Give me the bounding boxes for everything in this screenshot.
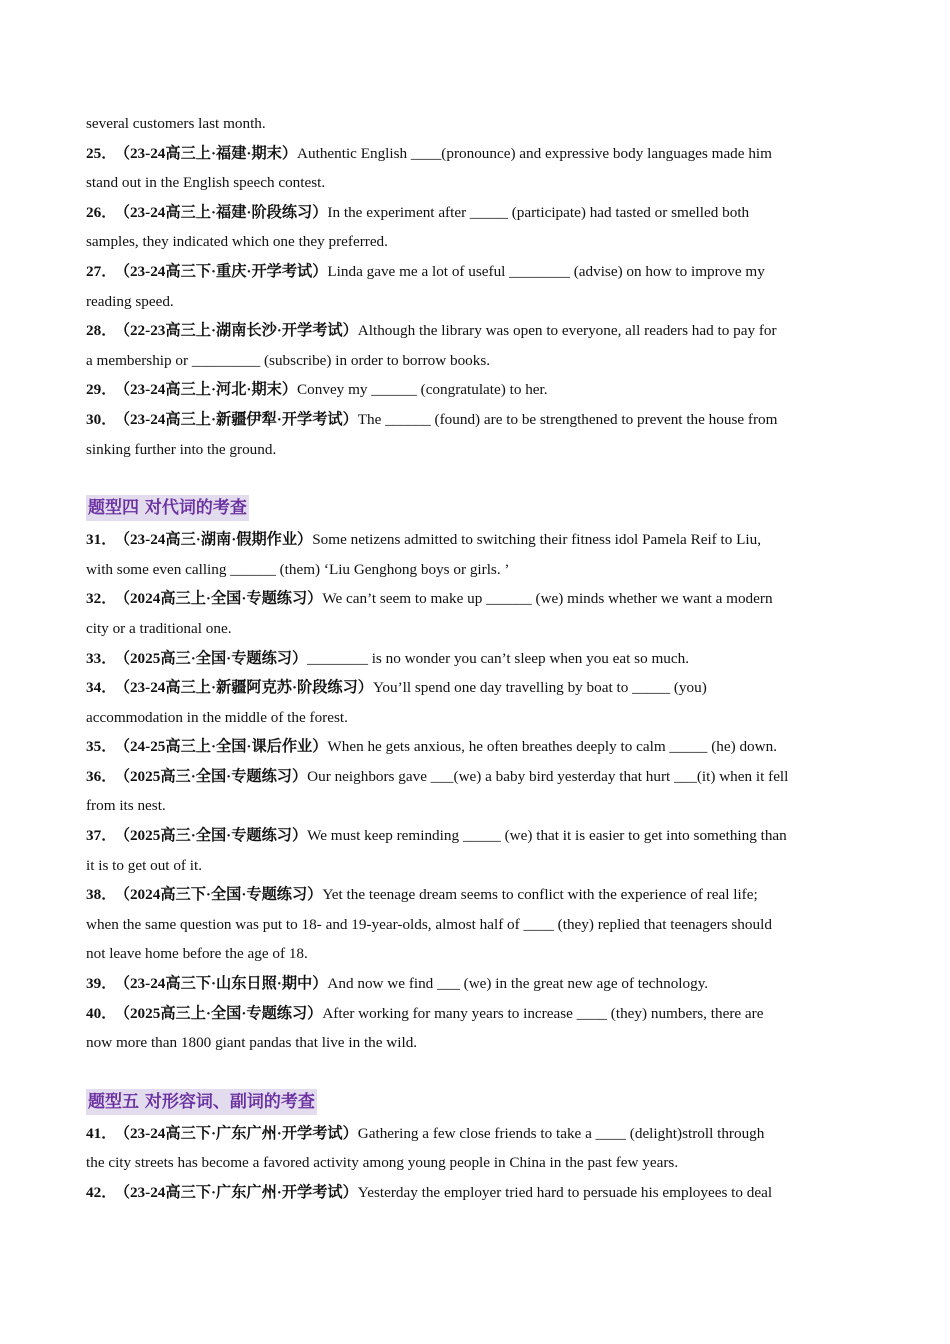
question-38	[86, 880, 866, 969]
question-source: （23-24高三·湖南·假期作业）	[122, 531, 313, 549]
question-number: 27．	[86, 262, 117, 280]
question-text: reading speed.	[86, 292, 174, 310]
question-source: （2025高三·全国·专题练习）	[122, 827, 308, 845]
continuation-line: several customers last month.	[86, 115, 266, 132]
question-39	[86, 969, 866, 999]
question-number: 32．	[86, 590, 117, 608]
question-text: the city streets has become a favored activity among young people in China in the past few years.	[86, 1154, 679, 1172]
question-number: 38．	[86, 886, 117, 904]
question-text: Our neighbors gave ___(we) a baby bird yesterday that hurt ___(it) when it fell	[307, 767, 789, 785]
question-text: Yet the teenage dream seems to conflict with the experience of real life;	[322, 886, 758, 904]
document-page	[86, 109, 866, 1208]
question-41	[86, 1119, 866, 1178]
question-text: it is to get out of it.	[86, 856, 203, 874]
question-number: 31．	[86, 531, 117, 549]
question-text: accommodation in the middle of the forest.	[86, 708, 348, 726]
question-text: Linda gave me a lot of useful ________ (advise) on how to improve my	[327, 262, 765, 280]
question-source: （23-24高三下·山东日照·期中）	[122, 975, 328, 993]
question-number: 34．	[86, 679, 117, 697]
question-text: Yesterday the employer tried hard to persuade his employees to deal	[357, 1184, 773, 1201]
question-number: 25．	[86, 144, 117, 162]
question-text: Although the library was open to everyone, all readers had to pay for	[357, 322, 777, 340]
question-source: （23-24高三下·重庆·开学考试）	[122, 262, 328, 280]
question-text: not leave home before the age of 18.	[86, 945, 308, 963]
section-heading-adjectives-adverbs: 题型五 对形容词、副词的考查	[86, 1089, 317, 1115]
question-source: （22-23高三上·湖南长沙·开学考试）	[122, 322, 358, 340]
question-25	[86, 139, 866, 198]
question-text: with some even calling ______ (them) ‘Liu Genghong boys or girls. ’	[86, 560, 510, 578]
question-text: You’ll spend one day travelling by boat to _____ (you)	[372, 679, 707, 697]
question-text: When he gets anxious, he often breathes deeply to calm _____ (he) down.	[327, 738, 777, 756]
question-source: （23-24高三上·福建·期末）	[122, 144, 298, 162]
question-text: from its nest.	[86, 797, 166, 815]
question-text: a membership or _________ (subscribe) in order to borrow books.	[86, 351, 491, 369]
question-42	[86, 1178, 866, 1208]
question-text: In the experiment after _____ (participate) had tasted or smelled both	[327, 203, 750, 221]
question-source: （2025高三上·全国·专题练习）	[122, 1004, 323, 1022]
question-source: （24-25高三上·全国·课后作业）	[122, 738, 328, 756]
question-text: And now we find ___ (we) in the great new age of technology.	[327, 975, 709, 993]
question-number: 26．	[86, 203, 117, 221]
question-34	[86, 673, 866, 732]
question-source: （23-24高三下·广东广州·开学考试）	[122, 1124, 358, 1142]
question-text: We must keep reminding _____ (we) that it is easier to get into something than	[307, 827, 787, 845]
question-26	[86, 198, 866, 257]
question-29	[86, 375, 866, 405]
question-text: when the same question was put to 18- and 19-year-olds, almost half of ____ (they) replied that teenagers should	[86, 915, 772, 933]
question-number: 39．	[86, 975, 117, 993]
question-number: 41．	[86, 1124, 117, 1142]
question-number: 36．	[86, 767, 117, 785]
question-number: 30．	[86, 410, 117, 428]
question-text: Authentic English ____(pronounce) and expressive body languages made him	[297, 144, 772, 162]
question-number: 35．	[86, 738, 117, 756]
question-32	[86, 584, 866, 643]
question-source: （2025高三·全国·专题练习）	[122, 649, 308, 667]
question-source: （2024高三上·全国·专题练习）	[122, 590, 323, 608]
question-33	[86, 644, 866, 674]
question-number: 42．	[86, 1184, 117, 1201]
question-text: After working for many years to increase ____ (they) numbers, there are	[322, 1004, 764, 1022]
question-source: （23-24高三上·新疆阿克苏·阶段练习）	[122, 679, 373, 697]
question-source: （23-24高三上·河北·期末）	[122, 381, 298, 399]
question-source: （2024高三下·全国·专题练习）	[122, 886, 323, 904]
question-source: （23-24高三上·福建·阶段练习）	[122, 203, 328, 221]
question-number: 40．	[86, 1004, 117, 1022]
question-40	[86, 999, 866, 1058]
question-source: （2025高三·全国·专题练习）	[122, 767, 308, 785]
question-text: stand out in the English speech contest.	[86, 174, 326, 192]
question-text: Gathering a few close friends to take a ____ (delight)stroll through	[357, 1124, 765, 1142]
question-text: Convey my ______ (congratulate) to her.	[297, 381, 548, 399]
question-28	[86, 316, 866, 375]
question-30	[86, 405, 866, 464]
question-37	[86, 821, 866, 880]
question-text: sinking further into the ground.	[86, 440, 277, 458]
question-number: 29．	[86, 381, 117, 399]
question-text: Some netizens admitted to switching their fitness idol Pamela Reif to Liu,	[312, 531, 762, 549]
question-27	[86, 257, 866, 316]
question-source: （23-24高三下·广东广州·开学考试）	[122, 1184, 358, 1201]
question-text: city or a traditional one.	[86, 619, 232, 637]
question-36	[86, 762, 866, 821]
question-35	[86, 732, 866, 762]
section-heading-pronouns: 题型四 对代词的考查	[86, 495, 249, 521]
question-text: ________ is no wonder you can’t sleep when you eat so much.	[307, 649, 690, 667]
question-number: 33．	[86, 649, 117, 667]
question-number: 37．	[86, 827, 117, 845]
question-31	[86, 525, 866, 584]
question-number: 28．	[86, 322, 117, 340]
question-source: （23-24高三上·新疆伊犁·开学考试）	[122, 410, 358, 428]
question-text: samples, they indicated which one they preferred.	[86, 233, 388, 251]
question-text: now more than 1800 giant pandas that live in the wild.	[86, 1034, 418, 1052]
question-text: We can’t seem to make up ______ (we) minds whether we want a modern	[322, 590, 773, 608]
question-text: The ______ (found) are to be strengthened to prevent the house from	[357, 410, 778, 428]
